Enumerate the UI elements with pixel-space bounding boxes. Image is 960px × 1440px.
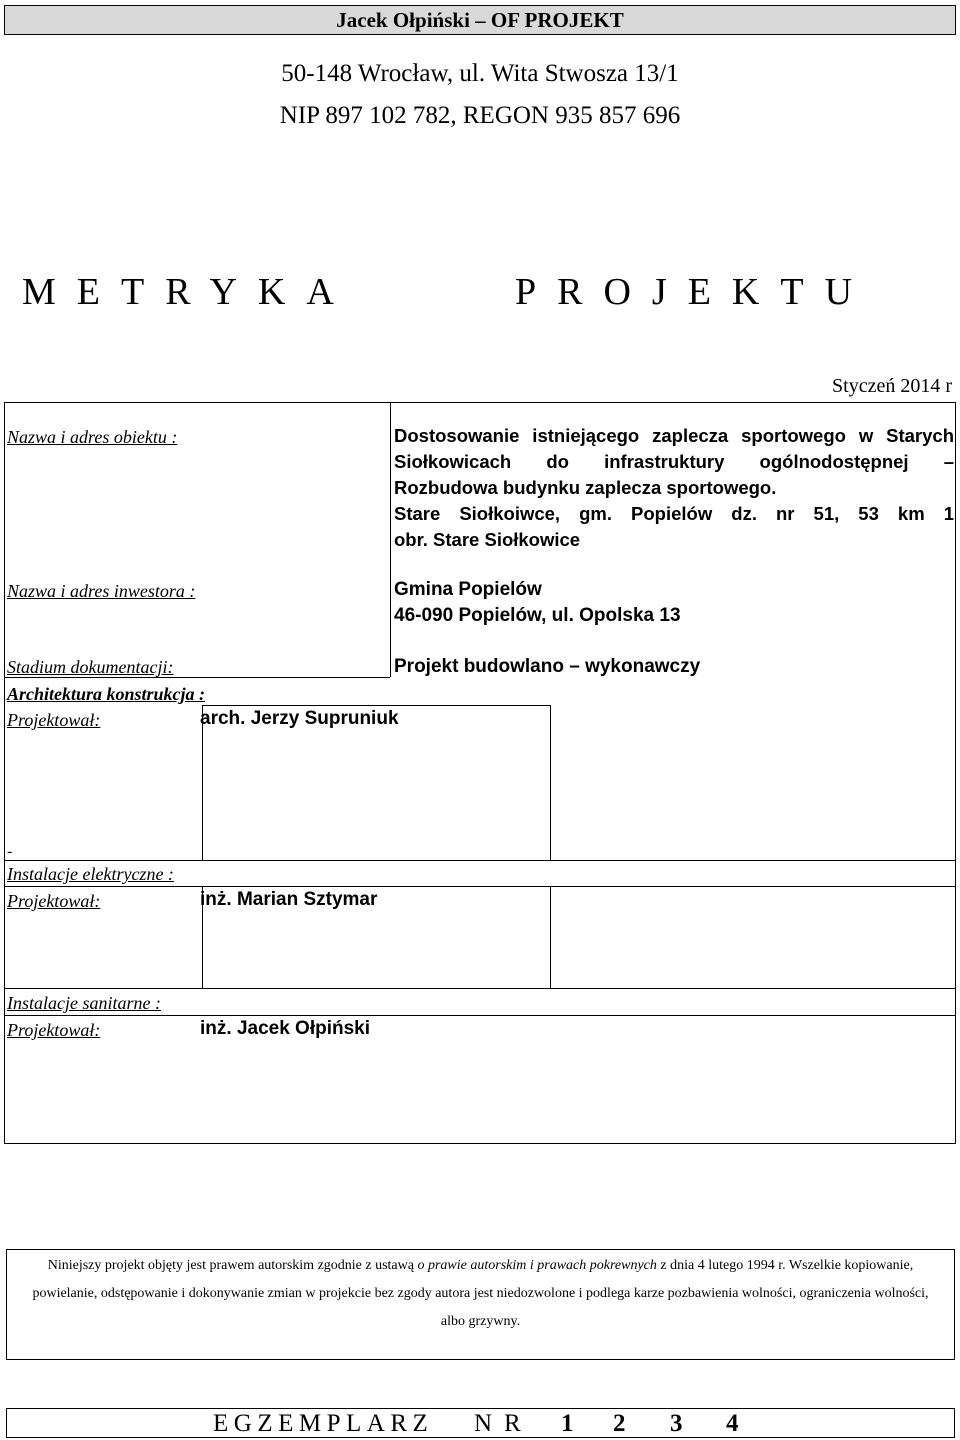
company-address: 50-148 Wrocław, ul. Wita Stwosza 13/1 [281,60,679,87]
object-line-2: Siołkowicach do infrastruktury ogólnodostępnej – [394,451,954,472]
section-electrical-title: Instalacje elektryczne : [7,864,174,884]
investor-name: Gmina Popielów [394,579,542,600]
object-line-5: obr. Stare Siołkowice [394,529,581,550]
title-metryka: METRYKA [22,271,355,313]
electrical-designer-label: Projektował: [7,891,101,911]
document-date: Styczeń 2014 r [832,375,952,397]
company-ids: NIP 897 102 782, REGON 935 857 696 [279,102,681,129]
copy-number-3: 3 [670,1410,683,1437]
architecture-designer: arch. Jerzy Supruniuk [200,708,399,729]
copy-number-1: 1 [561,1410,574,1437]
copy-number-4: 4 [726,1410,739,1437]
rule-bottom [4,1143,956,1144]
copyright-part2: z dnia 4 lutego 1994 r. Wszelkie kopiowanie, powielanie, odstępowanie i dokonywanie zmian w projekcie bez zgody autora jest niedozwolone i podlega karze pozbawienia wolności, ograniczenia wolności, albo grzywny. [32,1258,929,1329]
copyright-italic: o prawie autorskim i prawach pokrewnych [417,1258,657,1273]
investor-address: 46-090 Popielów, ul. Opolska 13 [394,605,681,626]
rule-san-mid [4,1015,956,1016]
rule-elec-v2 [550,886,551,988]
copyright-part1: Niniejszy projekt objęty jest prawem autorskim zgodnie z ustawą [47,1258,418,1273]
stage-value: Projekt budowlano – wykonawczy [394,656,701,677]
rule-elec-mid [4,886,956,887]
object-line-1: Dostosowanie istniejącego zaplecza sportowego w Starych [394,425,954,446]
stray-dash: - [7,843,13,860]
stage-label: Stadium dokumentacji: [7,657,174,677]
object-description [394,423,954,553]
rule-divider [390,402,391,677]
rule-left [4,402,5,1143]
investor-label: Nazwa i adres inwestora : [7,581,196,601]
object-line-3: Rozbudowa budynku zaplecza sportowego. [394,477,777,498]
sanitary-designer: inż. Jacek Ołpiński [200,1018,371,1039]
company-name: Jacek Ołpiński – OF PROJEKT [336,8,624,32]
electrical-designer: inż. Marian Sztymar [200,889,378,910]
section-architecture-title: Architektura konstrukcja : [7,684,206,704]
rule-top [4,402,956,403]
copy-label: EGZEMPLARZ [213,1410,434,1437]
object-label: Nazwa i adres obiektu : [7,427,178,447]
copyright-notice [6,1249,955,1360]
copy-nr: NR [474,1410,533,1437]
object-line-4: Stare Siołkoiwce, gm. Popielów dz. nr 51, 53 km 1 [394,503,954,524]
rule-arch-bottom [4,860,956,861]
title-projektu: PROJEKTU [515,271,874,313]
architecture-designer-label: Projektował: [7,710,101,730]
rule-elec-bottom [4,988,956,989]
rule-right [955,402,956,1143]
rule-arch-v2 [550,705,551,860]
section-sanitary-title: Instalacje sanitarne : [7,993,161,1013]
sanitary-designer-label: Projektował: [7,1020,101,1040]
copy-number-2: 2 [613,1410,626,1437]
